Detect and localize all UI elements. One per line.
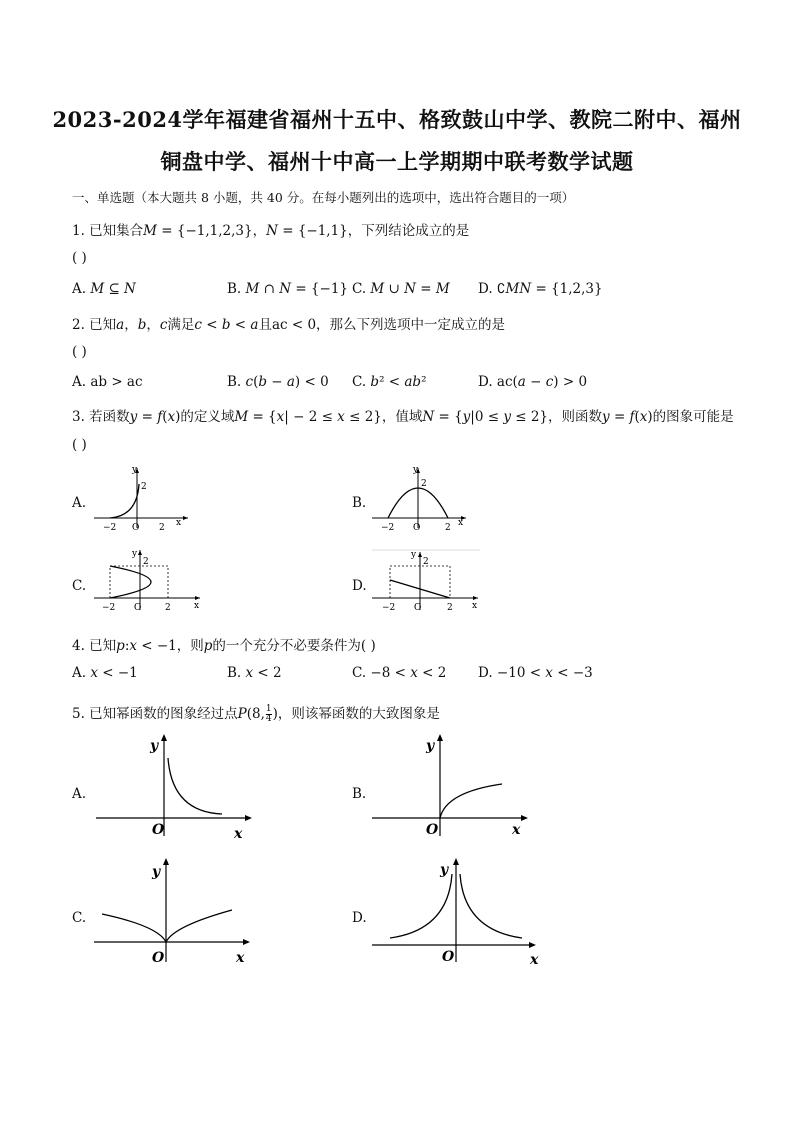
q2-option-c[interactable]: C. 𝑏² < 𝑎𝑏² <box>352 374 427 390</box>
q4-option-a[interactable]: A. 𝑥 < −1 <box>72 665 138 681</box>
tick-2-y: 2 <box>423 557 429 567</box>
q5-graph-d <box>370 854 550 969</box>
curve-left <box>390 874 452 938</box>
q3-option-a-label[interactable]: A. <box>72 495 87 511</box>
origin-label: O <box>413 523 421 532</box>
q3-graph-d <box>370 546 485 616</box>
q1-option-d[interactable]: D. ∁𝑀𝑁 = {1,2,3} <box>478 281 603 297</box>
tick-neg2: −2 <box>102 603 116 613</box>
q4-option-b[interactable]: B. 𝑥 < 2 <box>227 665 282 681</box>
tick-2-y: 2 <box>421 479 427 489</box>
x-label: x <box>530 952 539 968</box>
q2-option-a[interactable]: A. ab > ac <box>72 374 143 390</box>
y-label: y <box>426 738 435 754</box>
x-label: x <box>472 601 478 611</box>
x-label: x <box>512 822 521 838</box>
x-axis-arrow <box>521 815 528 821</box>
y-label: y <box>132 465 138 475</box>
y-axis-arrow <box>453 858 459 865</box>
tick-2-x: 2 <box>159 523 165 532</box>
q3-option-b-label[interactable]: B. <box>352 495 367 511</box>
q5-stem-start: 5. 已知幂函数的图象经过点𝑃(8, <box>72 706 265 722</box>
origin-label: O <box>132 523 140 532</box>
tick-2-x: 2 <box>447 603 453 613</box>
y-axis-arrow <box>161 734 167 741</box>
curve <box>110 566 151 598</box>
tick-neg2: −2 <box>381 523 395 532</box>
x-label: x <box>236 950 245 966</box>
q2-stem: 2. 已知𝑎，𝑏，𝑐满足𝑐 < 𝑏 < 𝑎且ac < 0，那么下列选项中一定成立的是 <box>72 317 506 333</box>
y-label: y <box>411 550 417 560</box>
q1-option-b[interactable]: B. 𝑀 ∩ 𝑁 = {−1} <box>227 281 349 297</box>
curve <box>440 784 502 818</box>
tick-2-y: 2 <box>143 557 149 567</box>
curve-left <box>102 914 166 942</box>
x-axis-arrow <box>195 596 200 600</box>
q1-paren: ( ) <box>72 250 87 266</box>
x-axis-arrow <box>243 939 250 945</box>
tick-2-x: 2 <box>165 603 171 613</box>
q1-option-c[interactable]: C. 𝑀 ∪ 𝑁 = 𝑀 <box>352 281 450 297</box>
origin-label: O <box>152 950 165 966</box>
origin-label: O <box>426 822 439 838</box>
origin-label: O <box>152 822 165 838</box>
q3-graph-b <box>370 462 480 532</box>
q3-option-d-label[interactable]: D. <box>352 578 367 594</box>
q5-fraction-num: 1 <box>265 704 272 714</box>
origin-label: O <box>414 603 422 613</box>
x-axis-arrow <box>529 942 536 948</box>
y-axis-arrow <box>418 552 422 557</box>
q1-option-a[interactable]: A. 𝑀 ⊆ 𝑁 <box>72 281 136 297</box>
origin-label: O <box>134 603 142 613</box>
x-axis-arrow <box>183 516 188 520</box>
paper-title-line1: 2023-2024学年福建省福州十五中、格致鼓山中学、教院二附中、福州 <box>52 107 742 132</box>
y-label: y <box>132 549 138 559</box>
tick-2-y: 2 <box>141 482 147 492</box>
x-label: x <box>458 518 464 528</box>
section-header: 一、单选题（本大题共 8 小题，共 40 分。在每小题列出的选项中，选出符合题目的一项） <box>72 190 575 205</box>
x-axis-arrow <box>245 815 252 821</box>
q2-option-b[interactable]: B. 𝑐(𝑏 − 𝑎) < 0 <box>227 374 329 390</box>
tick-neg2: −2 <box>382 603 396 613</box>
q5-option-d-label[interactable]: D. <box>352 910 367 926</box>
q5-graph-c <box>92 854 262 969</box>
paper-title-line2: 铜盘中学、福州十中高一上学期期中联考数学试题 <box>160 149 634 174</box>
y-label: y <box>440 862 449 878</box>
y-label: y <box>150 738 159 754</box>
q5-graph-b <box>370 732 540 842</box>
tick-2-x: 2 <box>445 523 451 532</box>
q5-option-b-label[interactable]: B. <box>352 786 367 802</box>
q5-option-c-label[interactable]: C. <box>72 910 87 926</box>
curve-right <box>166 910 232 942</box>
q3-stem: 3. 若函数𝑦 = 𝑓(𝑥)的定义域𝑀 = {𝑥| − 2 ≤ 𝑥 ≤ 2}，值域𝑁 = {𝑦|0 ≤ 𝑦 ≤ 2}，则函数𝑦 = 𝑓(𝑥)的图象可能是 <box>72 409 734 425</box>
dashed-box <box>110 566 168 598</box>
q1-stem: 1. 已知集合𝑀 = {−1,1,2,3}，𝑁 = {−1,1}，下列结论成立的是 <box>72 223 470 239</box>
q5-fraction <box>266 705 272 724</box>
q3-graph-a <box>92 462 202 532</box>
curve-right <box>460 874 522 938</box>
curve <box>110 484 139 518</box>
q5-stem <box>72 702 440 724</box>
q2-option-d[interactable]: D. ac(𝑎 − 𝑐) > 0 <box>478 374 588 390</box>
tick-neg2: −2 <box>103 523 117 532</box>
x-label: x <box>194 601 200 611</box>
y-label: y <box>413 465 419 475</box>
q5-fraction-den: 4 <box>265 714 272 724</box>
q4-option-d[interactable]: D. −10 < 𝑥 < −3 <box>478 665 593 681</box>
x-label: x <box>234 826 243 842</box>
q5-stem-end: )，则该幂函数的大致图象是 <box>272 706 440 722</box>
y-axis-arrow <box>138 550 142 555</box>
y-label: y <box>152 864 161 880</box>
q3-graph-c <box>92 546 207 616</box>
y-axis-arrow <box>437 734 443 741</box>
q4-stem: 4. 已知𝑝:𝑥 < −1，则𝑝的一个充分不必要条件为( ) <box>72 638 376 654</box>
q3-option-c-label[interactable]: C. <box>72 578 87 594</box>
q5-option-a-label[interactable]: A. <box>72 786 87 802</box>
q5-graph-a <box>92 732 262 842</box>
q4-option-c[interactable]: C. −8 < 𝑥 < 2 <box>352 665 447 681</box>
origin-label: O <box>442 949 455 965</box>
curve <box>168 758 222 814</box>
x-axis-arrow <box>473 596 478 600</box>
x-label: x <box>176 518 182 528</box>
q2-paren: ( ) <box>72 344 87 360</box>
y-axis-arrow <box>163 858 169 865</box>
q3-paren: ( ) <box>72 437 87 453</box>
